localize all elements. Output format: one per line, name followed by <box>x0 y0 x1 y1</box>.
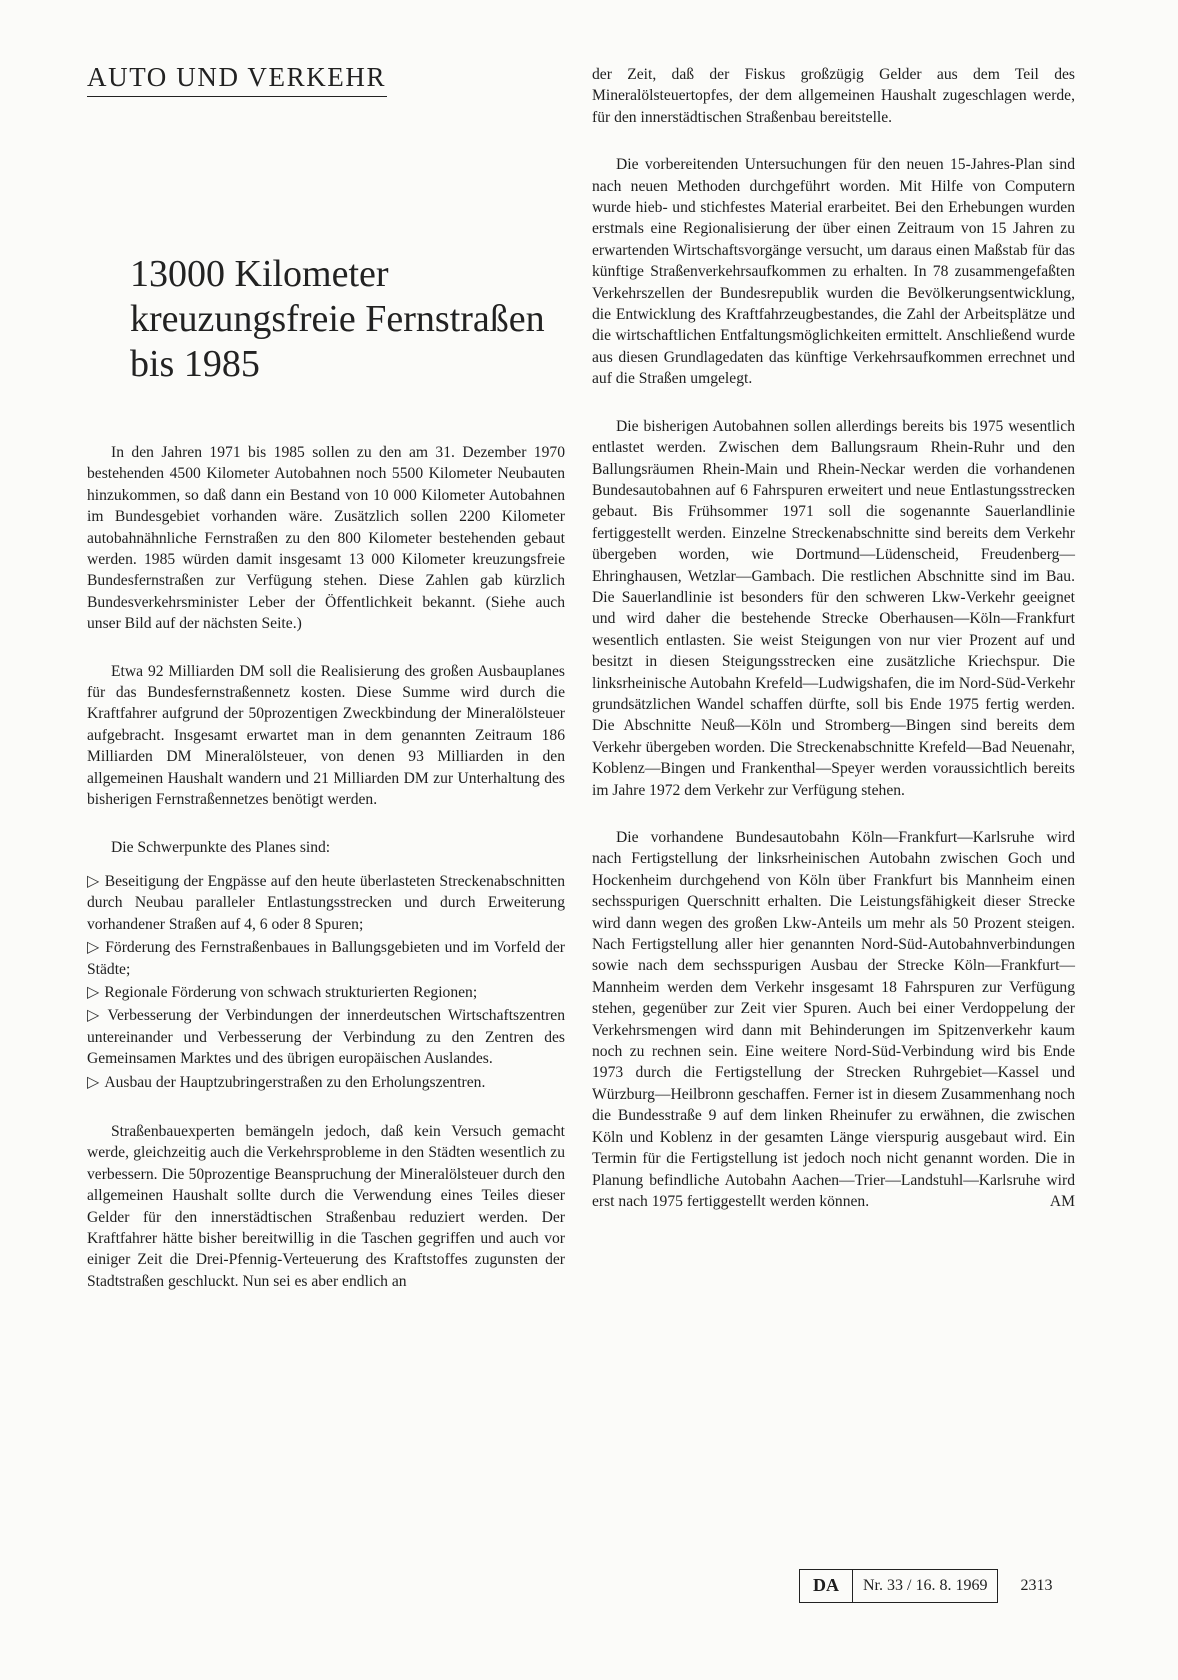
headline-line-3: bis 1985 <box>130 343 260 385</box>
paragraph-priorities-intro: Die Schwerpunkte des Planes sind: <box>111 838 331 856</box>
paragraph-continuation: der Zeit, daß der Fiskus großzügig Gelder aus dem Teil des Mineralölsteuertopfes, der dem allgemeinen Haushalt zugeschlagen werde, für den innerstädtischen Straßenbau bereitstelle. <box>592 66 1075 126</box>
author-signature: AM <box>1049 1192 1075 1210</box>
left-column <box>87 442 565 1292</box>
list-item: ▷ Verbesserung der Verbindungen der innerdeutschen Wirtschaftszentren untereinander und Verbesserung der Verbindung zu den Zentren des Gemeinsamen Marktes und des übrigen europäischen Auslandes. <box>87 1005 565 1068</box>
triangle-right-icon: ▷ <box>87 981 100 1001</box>
paragraph-outlook: Die vorhandene Bundesautobahn Köln—Frankfurt—Karlsruhe wird nach Fertigstellung der linksrheinischen Autobahn zwischen Goch und Hockenheim durchgehend von Köln über Frankfurt bis Mannheim einen sechsspurigen Querschnitt erhalten. Die Leistungsfähigkeit dieser Strecke wird dann wegen des großen Lkw-Anteils um mehr als 50 Prozent steigen. Nach Fertigstellung aller hier genannten Nord-Süd-Autobahnverbindungen sowie nach dem sechsspurigen Ausbau der Strecke Köln—Frankfurt—Mannheim werden dem Verkehr insgesamt 18 Fahrspuren zur Verfügung stehen, gegenüber zur Zeit vier Spuren. Auch bei einer Verdoppelung der Verkehrsmengen wird dann mit Behinderungen im Spitzenverkehr kaum noch zu rechnen sein. Eine weitere Nord-Süd-Verbindung wird bis Ende 1973 durch die Fertigstellung der Strecken Ruhrgebiet—Kassel und Würzburg—Heilbronn geschaffen. Ferner ist in diesem Zusammenhang noch die Bundesstraße 9 auf dem linken Rheinufer zu erwähnen, die zwischen Köln und Koblenz in der gesamten Länge vierspurig ausgebaut wird. Ein Termin für die Fertigstellung ist jedoch noch nicht genannt worden. Die in Planung befindliche Autobahn Aachen—Trier—Landstuhl—Karlsruhe wird erst nach 1975 fertiggestellt werden können. AM <box>592 827 1075 1212</box>
headline-line-1: 13000 Kilometer <box>130 253 389 295</box>
article-headline <box>130 252 590 387</box>
priorities-list <box>87 870 565 1093</box>
triangle-right-icon: ▷ <box>87 870 100 890</box>
headline-line-2: kreuzungsfreie Fernstraßen <box>130 298 545 340</box>
list-item: ▷ Ausbau der Hauptzubringerstraßen zu den Erholungszentren. <box>87 1071 486 1091</box>
issue-box <box>799 1569 998 1603</box>
triangle-right-icon: ▷ <box>87 1005 103 1025</box>
list-item: ▷ Regionale Förderung von schwach strukturierten Regionen; <box>87 981 478 1001</box>
list-item: ▷ Beseitigung der Engpässe auf den heute überlasteten Streckenabschnitten durch Neubau paralleler Entlastungsstrecken und durch Erweiterung vorhandener Straßen auf 4, 6 oder 8 Spuren; <box>87 870 565 933</box>
page-footer <box>799 1569 1052 1602</box>
paragraph-financing: Etwa 92 Milliarden DM soll die Realisierung des großen Ausbauplanes für das Bundesfernstraßennetz kosten. Diese Summe wird durch die Kraftfahrer aufgrund der 50prozentigen Zweckbindung der Mineralölsteuer aufgebracht. Insgesamt erwartet man in dem genannten Zeitraum 186 Milliarden DM Mineralölsteuer, von denen 93 Milliarden in den allgemeinen Haushalt wandern und 21 Milliarden DM zur Unterhaltung des bisherigen Fernstraßennetzes benötigt werden. <box>87 662 565 809</box>
paragraph-intro: In den Jahren 1971 bis 1985 sollen zu den am 31. Dezember 1970 bestehenden 4500 Kilometer Autobahnen noch 5500 Kilometer Neubauten hinzukommen, so daß dann ein Bestand von 10 000 Kilometer Autobahnen im Bundesgebiet vorhanden wäre. Zusätzlich sollen 2200 Kilometer autobahnähnliche Fernstraßen zu den 800 Kilometer bestehenden gebaut werden. 1985 würden damit insgesamt 13 000 Kilometer kreuzungsfreie Bundesfernstraßen zur Verfügung stehen. Diese Zahlen gab kürzlich Bundesverkehrsminister Leber der Öffentlichkeit bekannt. (Siehe auch unser Bild auf der nächsten Seite.) <box>87 444 565 633</box>
section-header: AUTO UND VERKEHR <box>87 62 387 97</box>
paragraph-methodology: Die vorbereitenden Untersuchungen für den neuen 15-Jahres-Plan sind nach neuen Methoden durchgeführt worden. Mit Hilfe von Computern wurde hieb- und stichfestes Material erarbeitet. Bei den Erhebungen wurden erstmals eine Regionalisierung der über einen Zeitraum von 15 Jahren zu erwartenden Wirtschaftsvorgänge versucht, um daraus einen Maßstab für das künftige Straßenverkehrsaufkommen zu erhalten. In 78 zusammengefaßten Verkehrszellen der Bundesrepublik wurden die Bevölkerungsentwicklung, die Entwicklung des Kraftfahrzeugbestandes, die Zahl der Arbeitsplätze und die wirtschaftlichen Entfaltungsmöglichkeiten ermittelt. Anschließend wurde aus diesen Grundlagedaten das künftige Verkehrsaufkommen errechnet und auf die Straßen umgelegt. <box>592 156 1075 388</box>
paragraph-relief: Die bisherigen Autobahnen sollen allerdings bereits bis 1975 wesentlich entlastet werden. Zwischen dem Ballungsraum Rhein-Ruhr und den Ballungsräumen Rhein-Main und Rhein-Neckar werden die vorhandenen Bundesautobahnen auf 6 Fahrspuren erweitert und neue Entlastungsstrecken gebaut. Bis Frühsommer 1971 soll die sogenannte Sauerlandlinie fertiggestellt werden. Einzelne Streckenabschnitte sind bereits dem Verkehr übergeben worden, wie Dortmund—Lüdenscheid, Freudenberg—Ehringhausen, Wetzlar—Gambach. Die restlichen Abschnitte sind im Bau. Die Sauerlandlinie ist besonders für den schweren Lkw-Verkehr geeignet und wird daher die bestehende Strecke Oberhausen—Köln—Frankfurt wesentlich entlasten. Sie weist Steigungen von nur vier Prozent auf und besitzt in diesen Steigungsstrecken eine zusätzliche Kriechspur. Die linksrheinische Autobahn Krefeld—Ludwigshafen, die im Nord-Süd-Verkehr grundsätzlichen Wandel schaffen dürfte, soll bis Ende 1975 fertig werden. Die Abschnitte Neuß—Köln und Stromberg—Bingen sind bereits dem Verkehr übergeben worden. Die Streckenabschnitte Krefeld—Bad Neuenahr, Koblenz—Bingen und Frankenthal—Speyer werden voraussichtlich bereits im Jahre 1972 dem Verkehr zur Verfügung stehen. <box>592 417 1075 799</box>
triangle-right-icon: ▷ <box>87 1071 100 1091</box>
right-column <box>592 64 1075 1212</box>
paragraph-criticism: Straßenbauexperten bemängeln jedoch, daß kein Versuch gemacht werde, gleichzeitig auch die Verkehrsprobleme in den Städten wesentlich zu verbessern. Die 50prozentige Beanspruchung der Mineralölsteuer durch den allgemeinen Haushalt sollte durch die Verwendung eines Teiles dieser Gelder für den innerstädtischen Straßenbau reduziert werden. Der Kraftfahrer hätte bisher bereitwillig in die Taschen gegriffen und auch vor einiger Zeit die Drei-Pfennig-Verteuerung des Kraftstoffes zugunsten der Stadtstraßen geschluckt. Nun sei es aber endlich an <box>87 1122 565 1290</box>
page-number: 2313 <box>1020 1576 1053 1594</box>
triangle-right-icon: ▷ <box>87 937 101 957</box>
publication-logo: DA <box>800 1570 853 1602</box>
issue-info: Nr. 33 / 16. 8. 1969 <box>863 1576 988 1594</box>
list-item: ▷ Förderung des Fernstraßenbaues in Ballungsgebieten und im Vorfeld der Städte; <box>87 937 565 978</box>
